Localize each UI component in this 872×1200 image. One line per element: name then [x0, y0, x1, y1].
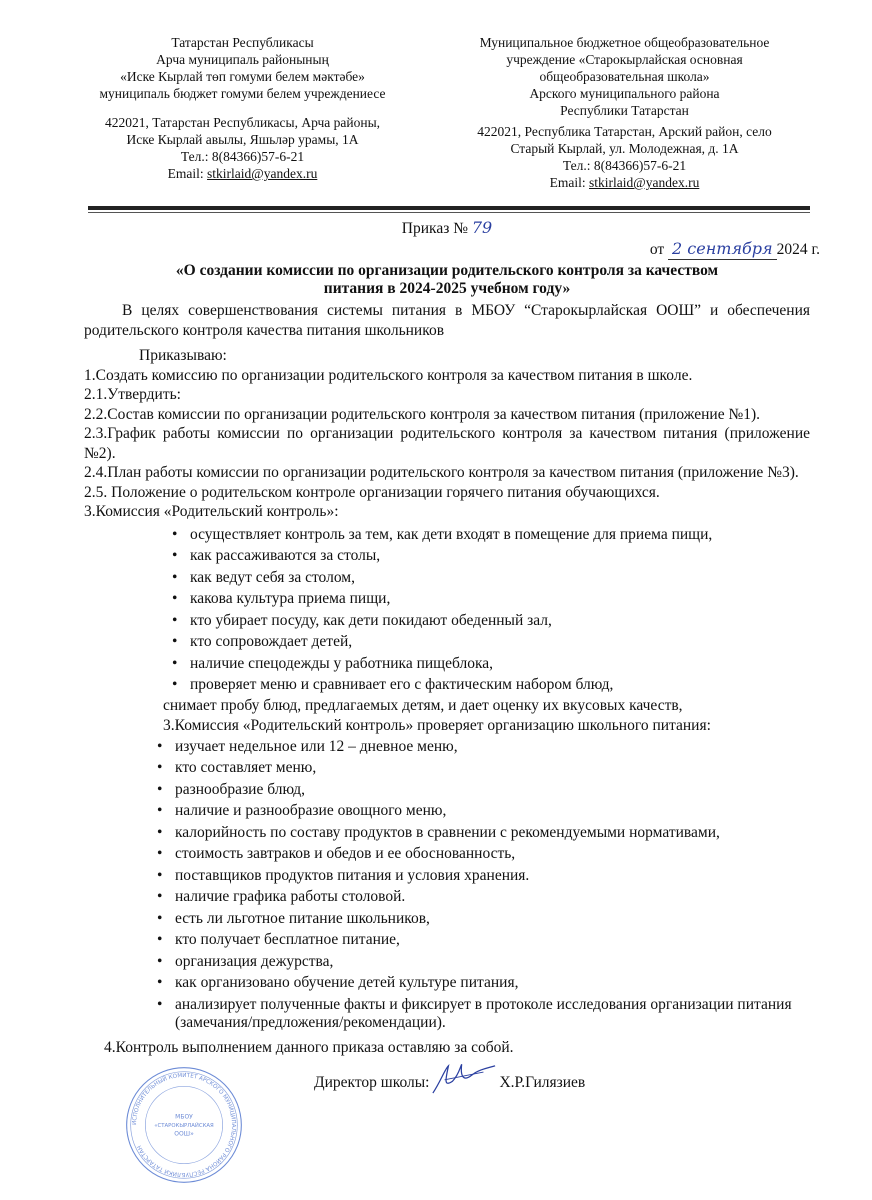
school-stamp — [124, 1065, 244, 1185]
list-item: • кто получает бесплатное питание, — [157, 931, 400, 948]
list-item: • стоимость завтраков и обедов и ее обоснованность, — [157, 845, 516, 862]
document-body — [84, 301, 810, 1057]
handwritten-date: 2 сентября — [668, 239, 777, 260]
paragraph-3b: 3.Комиссия «Родительский контроль» проверяет организацию школьного питания: — [163, 716, 711, 734]
address-line: 422021, Республика Татарстан, Арский район, село — [477, 124, 772, 139]
header-line: общеобразовательная школа» — [539, 69, 710, 84]
header-line: Арча муниципаль районының — [156, 52, 329, 67]
svg-text:ООШ»: ООШ» — [174, 1130, 194, 1138]
sample-text: снимает пробу блюд, предлагаемых детям, и дает оценку их вкусовых качеств, — [163, 696, 683, 714]
order-date: от 2 сентября 2024 г. — [649, 239, 820, 258]
list-item: • наличие спецодежды у работника пищеблока, — [172, 654, 494, 672]
paragraph-2-5: 2.5. Положение о родительском контроле организации горячего питания обучающихся. — [84, 483, 660, 501]
list-item: • кто убирает посуду, как дети покидают обеденный зал, — [172, 611, 552, 629]
email-line: Email: stkirlaid@yandex.ru — [167, 166, 318, 181]
header-line: «Иске Кырлай төп гомуми белем мәктәбе» — [120, 69, 365, 84]
header-line: Татарстан Республикасы — [171, 35, 314, 50]
header-divider — [88, 206, 810, 210]
header-left-column — [60, 34, 425, 182]
list-item: • наличие графика работы столовой. — [157, 888, 406, 905]
header-line: учреждение «Старокырлайская основная — [506, 52, 743, 67]
list-item: • наличие и разнообразие овощного меню, — [157, 802, 447, 819]
director-signature — [429, 1055, 499, 1100]
paragraph-2-4: 2.4.План работы комиссии по организации родительского контроля за качеством питания (приложение №3). — [84, 464, 799, 481]
email-line: Email: stkirlaid@yandex.ru — [549, 175, 700, 190]
list-item: • проверяет меню и сравнивает его с фактическим набором блюд, — [172, 676, 614, 693]
list-item: • осуществляет контроль за тем, как дети входят в помещение для приема пищи, — [172, 525, 713, 543]
email-link[interactable]: stkirlaid@yandex.ru — [589, 175, 700, 190]
header-right-column — [432, 34, 817, 191]
order-word: Приказываю: — [139, 347, 227, 364]
svg-text:«СТАРОКЫРЛАЙСКАЯ: «СТАРОКЫРЛАЙСКАЯ — [154, 1123, 214, 1129]
order-number: Приказ № 79 — [401, 218, 493, 237]
commission-duties-list — [172, 524, 810, 696]
list-item: • поставщиков продуктов питания и условия хранения. — [157, 866, 530, 884]
list-item: • кто сопровождает детей, — [172, 633, 353, 650]
signature-line — [314, 1073, 585, 1093]
list-item: • как ведут себя за столом, — [172, 568, 355, 586]
inspection-list — [157, 736, 810, 1032]
header-line: муниципаль бюджет гомуми белем учреждениесе — [99, 86, 386, 101]
paragraph-1: 1.Создать комиссию по организации родительского контроля за качеством питания в школе. — [84, 366, 693, 384]
list-item: • кто составляет меню, — [157, 759, 317, 776]
svg-text:МБОУ: МБОУ — [175, 1113, 193, 1121]
header-line: Арского муниципального района — [529, 86, 720, 101]
paragraph-2-2: 2.2.Состав комиссии по организации родительского контроля за качеством питания (приложение №1). — [84, 405, 761, 423]
phone: Тел.: 8(84366)57-6-21 — [562, 158, 687, 173]
email-link[interactable]: stkirlaid@yandex.ru — [207, 166, 318, 181]
header-line: Муниципальное бюджетное общеобразовательное — [479, 35, 770, 50]
signature-block — [84, 1065, 810, 1185]
handwritten-number: 79 — [471, 218, 493, 237]
document-title: «О создании комиссии по организации родительского контроля за качеством питания в 2024-2025 учебном году» — [175, 262, 719, 297]
header-line: Республики Татарстан — [560, 103, 689, 118]
list-item: • калорийность по составу продуктов в сравнении с рекомендуемыми нормативами, — [157, 823, 720, 841]
list-item: • как рассаживаются за столы, — [172, 547, 381, 564]
address-line: 422021, Татарстан Республикасы, Арча районы, — [104, 115, 381, 130]
director-name: Х.Р.Гилязиев — [499, 1074, 586, 1091]
list-item: • как организовано обучение детей культуре питания, — [157, 974, 519, 991]
svg-text:ИСПОЛНИТЕЛЬНЫЙ КОМИТЕТ АРСКОГО: ИСПОЛНИТЕЛЬНЫЙ КОМИТЕТ АРСКОГО МУНИЦИПАЛЬНОГО РАЙОНА РЕСПУБЛИКИ ТАТАРСТАН — [131, 1072, 237, 1178]
list-item: • есть ли льготное питание школьников, — [157, 909, 430, 927]
paragraph-2-3: 2.3.График работы комиссии по организации родительского контроля за качеством питания (приложение №2). — [84, 425, 810, 462]
list-item: • изучает недельное или 12 – дневное меню, — [157, 737, 458, 755]
list-item: • организация дежурства, — [157, 952, 334, 970]
address-line: Старый Кырлай, ул. Молодежная, д. 1А — [510, 141, 739, 156]
address-line: Иске Кырлай авылы, Яшьләр урамы, 1А — [126, 132, 359, 147]
header-divider-thin — [88, 212, 810, 213]
list-item: • какова культура приема пищи, — [172, 590, 391, 607]
paragraph-4: 4.Контроль выполнением данного приказа оставляю за собой. — [104, 1038, 514, 1056]
list-item: • разнообразие блюд, — [157, 780, 306, 798]
document-content — [84, 218, 820, 1185]
paragraph-2-1: 2.1.Утвердить: — [84, 386, 181, 403]
director-title: Директор школы: — [314, 1074, 430, 1091]
phone: Тел.: 8(84366)57-6-21 — [180, 149, 305, 164]
paragraph-3: 3.Комиссия «Родительский контроль»: — [84, 503, 339, 520]
intro-paragraph: В целях совершенствования системы питания в МБОУ “Старокырлайская ООШ” и обеспечения родительского контроля качества питания школьников — [84, 302, 810, 339]
list-item: • анализирует полученные факты и фиксирует в протоколе исследования организации питания (замечания/предложения/рекомендации). — [157, 995, 792, 1031]
